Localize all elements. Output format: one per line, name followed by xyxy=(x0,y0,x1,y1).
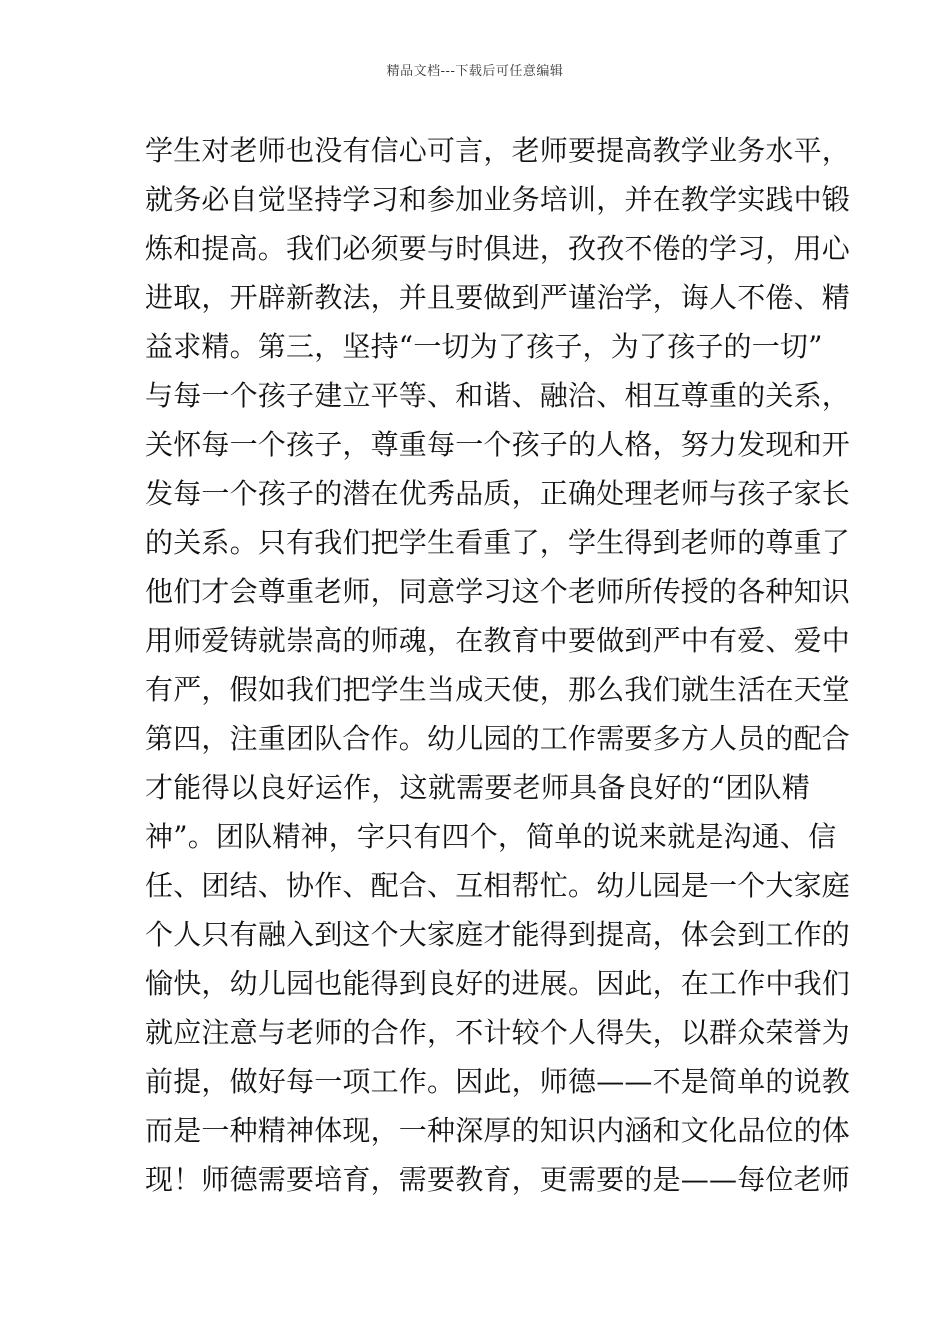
text-line: 与每一个孩子建立平等、和谐、融洽、相互尊重的关系， xyxy=(145,379,851,412)
text-line: 个人只有融入到这个大家庭才能得到提高，体会到工作的 xyxy=(145,918,851,951)
text-line: 愉快，幼儿园也能得到良好的进展。因此，在工作中我们 xyxy=(145,967,851,1000)
text-line: 学生对老师也没有信心可言，老师要提高教学业务水平， xyxy=(145,134,851,167)
page-header: 精品文档---下载后可任意编辑 xyxy=(386,64,564,79)
text-line: 益求精。第三，坚持“一切为了孩子，为了孩子的一切” xyxy=(145,330,823,363)
text-line: 发每一个孩子的潜在优秀品质，正确处理老师与孩子家长 xyxy=(145,477,851,510)
text-line: 就务必自觉坚持学习和参加业务培训，并在教学实践中锻 xyxy=(145,183,851,216)
text-line: 有严，假如我们把学生当成天使，那么我们就生活在天堂 xyxy=(145,673,851,706)
text-line: 任、团结、协作、配合、互相帮忙。幼儿园是一个大家庭 xyxy=(145,869,851,902)
text-line: 炼和提高。我们必须要与时俱进，孜孜不倦的学习，用心 xyxy=(145,232,851,265)
text-line: 进取，开辟新教法，并且要做到严谨治学，诲人不倦、精 xyxy=(145,281,851,314)
text-line: 就应注意与老师的合作，不计较个人得失，以群众荣誉为 xyxy=(145,1016,851,1049)
text-line: 神”。团队精神，字只有四个，简单的说来就是沟通、信 xyxy=(145,820,837,853)
body-text xyxy=(145,126,851,1204)
text-line: 才能得以良好运作，这就需要老师具备良好的“团队精 xyxy=(145,771,810,804)
text-line: 而是一种精神体现，一种深厚的知识内涵和文化品位的体 xyxy=(145,1114,851,1147)
text-line: 第四，注重团队合作。幼儿园的工作需要多方人员的配合 xyxy=(145,722,851,755)
text-line: 关怀每一个孩子，尊重每一个孩子的人格，努力发现和开 xyxy=(145,428,851,461)
text-line: 他们才会尊重老师，同意学习这个老师所传授的各种知识 xyxy=(145,575,851,608)
text-line: 的关系。只有我们把学生看重了，学生得到老师的尊重了 xyxy=(145,526,851,559)
text-line: 现！师德需要培育，需要教育，更需要的是——每位老师 xyxy=(145,1163,851,1196)
text-line: 前提，做好每一项工作。因此，师德——不是简单的说教 xyxy=(145,1065,851,1098)
text-line: 用师爱铸就崇高的师魂，在教育中要做到严中有爱、爱中 xyxy=(145,624,851,657)
